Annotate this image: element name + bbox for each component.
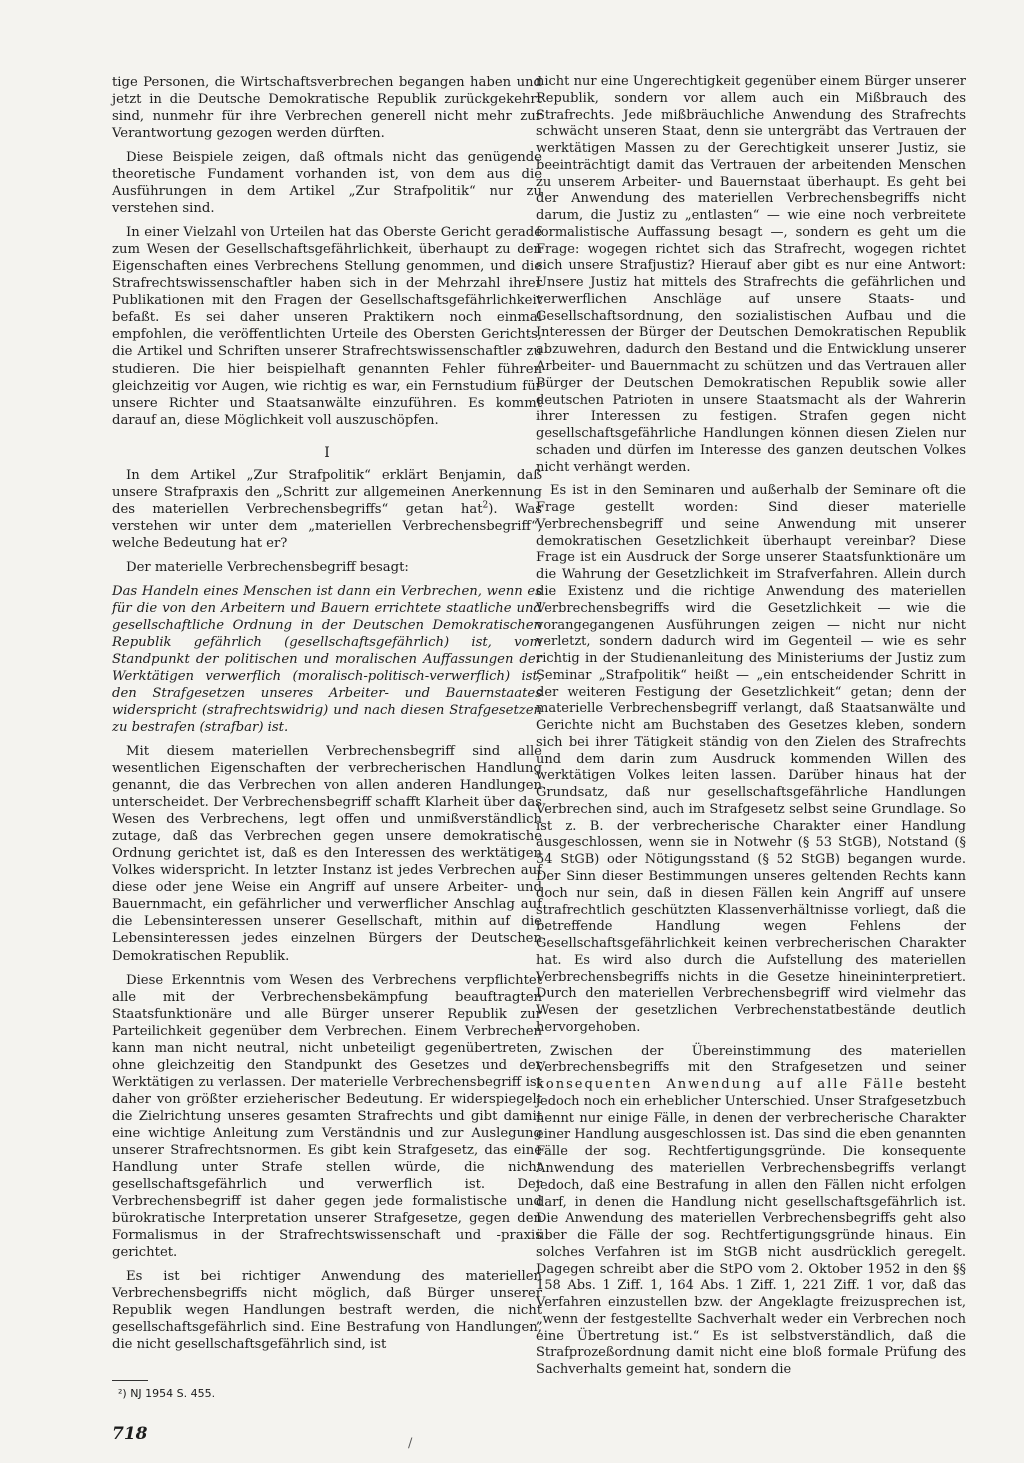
- paragraph: [112, 467, 542, 552]
- paragraph: Der materielle Verbrechensbegriff besagt:: [126, 559, 409, 575]
- footnote-ref: 2: [482, 500, 489, 511]
- paragraph-text: ). Was verstehen wir unter dem „materiellen Verbrechensbegriff“, welche Bedeutung hat er?: [112, 501, 542, 551]
- stray-mark: /: [408, 1436, 413, 1451]
- paragraph: Es ist in den Seminaren und außerhalb der Seminare oft die Frage gestellt worden: Sind dieser materielle Verbrechensbegriff und seine Anwendung mit unserer demokratischen Gesetzlichkeit überhaupt vereinbar? Diese Frage ist ein Ausdruck der Sorge unserer Staatsfunktionäre um die Wahrung der Gesetzlichkeit im Strafverfahren. Allein durch die Existenz und die richtige Anwendung des materiellen Verbrechensbegriffs wird die Gesetzlichkeit — wie die vorangegangenen Ausführungen zeigen — nicht nur nicht verletzt, sondern dadurch wird im Gegenteil — wie es sehr richtig in der Studienanleitung des Ministeriums der Justiz zum Seminar „Strafpolitik“ heißt — „ein entscheidender Schritt in der weiteren Festigung der Gesetzlichkeit“ getan; denn der materielle Verbrechensbegriff verlangt, daß Staatsanwälte und Gerichte nicht am Buchstaben des Gesetzes kleben, sondern sich bei ihrer Tätigkeit ständig von den Zielen des Strafrechts und dem darin zum Ausdruck kommenden Willen des werktätigen Volkes leiten lassen. Darüber hinaus hat der Grundsatz, daß nur gesellschaftsgefährliche Handlungen Verbrechen sind, auch im Strafgesetz selbst seine Grundlage. So ist z. B. der verbrecherische Charakter einer Handlung ausgeschlossen, wenn sie in Notwehr (§ 53 StGB), Notstand (§ 54 StGB) oder Nötigungsstand (§ 52 StGB) begangen wurde. Der Sinn dieser Bestimmungen unseres geltenden Rechts kann doch nur sein, daß in diesen Fällen kein Angriff auf unsere strafrechtlich geschützten Klassenverhältnisse vorliegt, daß die betreffende Handlung wegen Fehlens der Gesellschaftsgefährlichkeit keinen verbrecherischen Charakter hat. Es wird also durch die Aufstellung des materiellen Verbrechensbegriffs nichts in die Gesetze hineininterpretiert. Durch den materiellen Verbrechensbegriff wird vielmehr das Wesen der gesetzlichen Verbrechenstatbestände deutlich hervorgehoben.: [536, 483, 966, 1035]
- paragraph: Mit diesem materiellen Verbrechensbegriff sind alle wesentlichen Eigenschaften der verbrecherischen Handlung genannt, die das Verbrechen von allen anderen Handlungen unterscheidet. Der Verbrechensbegriff schafft Klarheit über das Wesen des Verbrechens, legt offen und unmißverständlich zutage, daß das Verbrechen gegen unsere demokratische Ordnung gerichtet ist, daß es den Interessen des werktätigen Volkes widerspricht. In letzter Instanz ist jedes Verbrechen auf diese oder jene Weise ein Angriff auf unsere Arbeiter- und Bauernmacht, ein gefährlicher und verwerflicher Anschlag auf die Lebensinteressen unserer Gesellschaft, mithin auf die Lebensinteressen jedes einzelnen Bürgers der Deutschen Demokratischen Republik.: [112, 744, 542, 964]
- emphasis-spaced: konsequenten Anwendung auf alle Fälle: [536, 1077, 905, 1093]
- paragraph: tige Personen, die Wirtschaftsverbrechen begangen haben und jetzt in die Deutsche Demokratische Republik zurückgekehrt sind, nunmehr für ihre Verbrechen generell nicht mehr zur Verantwortung gezogen werden dürften.: [112, 75, 542, 142]
- paragraph: Es ist bei richtiger Anwendung des materiellen Verbrechensbegriffs nicht möglich, daß Bürger unserer Republik wegen Handlungen bestraft werden, die nicht gesellschaftsgefährlich sind. Eine Bestrafung von Handlungen, die nicht gesellschaftsgefährlich sind, ist: [112, 1269, 542, 1353]
- paragraph: Diese Beispiele zeigen, daß oftmals nicht das genügende theoretische Fundament vorhanden ist, von dem aus die Ausführungen in dem Artikel „Zur Strafpolitik“ nur zu verstehen sind.: [112, 150, 542, 217]
- left-column: [112, 74, 542, 1360]
- definition-italic: Das Handeln eines Menschen ist dann ein Verbrechen, wenn es für die von den Arbeitern und Bauern errichtete staatliche und gesellschaftliche Ordnung in der Deutschen Demokratischen Republik gefährlich (gesellschaftsgefährlich) ist, vom Standpunkt der politischen und moralischen Auffassungen der Werktätigen verwerflich (moralisch-politisch-verwerflich) ist, den Strafgesetzen unseres Arbeiter- und Bauernstaates widerspricht (strafrechtswidrig) und nach diesen Strafgesetzen zu bestrafen (strafbar) ist.: [112, 583, 542, 736]
- paragraph: Diese Erkenntnis vom Wesen des Verbrechens verpflichtet alle mit der Verbrechensbekämpfung beauftragten Staatsfunktionäre und alle Bürger unserer Republik zur Parteilichkeit gegenüber dem Verbrechen. Einem Verbrechen kann man nicht neutral, nicht unbeteiligt gegenübertreten, ohne gleichzeitig den Standpunkt des Gesetzes und der Werktätigen zu verlassen. Der materielle Verbrechensbegriff ist daher von größter erzieherischer Bedeutung. Er widerspiegelt die Zielrichtung unseres gesamten Strafrechts und gibt damit eine wichtige Anleitung zum Verständnis und zur Auslegung unserer Strafrechtsnormen. Es gibt kein Strafgesetz, das eine Handlung unter Strafe stellen würde, die nicht gesellschaftsgefährlich und verwerflich ist. Der Verbrechensbegriff ist daher gegen jede formalistische und bürokratische Interpretation unserer Strafgesetze, gegen den Formalismus in der Strafrechtswissenschaft und -praxis gerichtet.: [112, 972, 542, 1261]
- paragraph-text: In dem Artikel „Zur Strafpolitik“ erklärt Benjamin, daß unsere Strafpraxis den „Schritt zur allgemeinen Anerkennung des materiellen Verbrechensbegriffs“ getan hat: [112, 467, 542, 517]
- paragraph-text: besteht jedoch noch ein erheblicher Unterschied. Unser Strafgesetzbuch nennt nur einige Fälle, in denen der verbrecherische Charakter einer Handlung ausgeschlossen ist. Das sind die eben genannten Fälle der sog. Rechtfertigungsgründe. Die konsequente Anwendung des materiellen Verbrechensbegriffs verlangt jedoch, daß eine Bestrafung in allen den Fällen nicht erfolgen darf, in denen die Handlung nicht gesellschaftsgefährlich ist. Die Anwendung des materiellen Verbrechensbegriffs geht also über die Fälle der sog. Rechtfertigungsgründe hinaus. Ein solches Verfahren ist im StGB nicht ausdrücklich geregelt. Dagegen schreibt aber die StPO vom 2. Oktober 1952 in den §§ 158 Abs. 1 Ziff. 1, 164 Abs. 1 Ziff. 1, 221 Ziff. 1 vor, daß das Verfahren einzustellen bzw. der Angeklagte freizusprechen ist, „wenn der festgestellte Sachverhalt weder ein Verbrechen noch eine Übertretung ist.“ Es ist selbstverständlich, daß die Strafprozeßordnung damit nicht eine bloß formale Prüfung des Sachverhalts gemeint hat, sondern die: [536, 1077, 966, 1378]
- section-heading: I: [324, 444, 330, 461]
- paragraph-text: Zwischen der Übereinstimmung des materiellen Verbrechensbegriffs mit den Strafgesetzen und seiner: [536, 1043, 966, 1076]
- page-number: 718: [112, 1424, 148, 1444]
- footnote: ²) NJ 1954 S. 455.: [118, 1387, 216, 1400]
- paragraph: In einer Vielzahl von Urteilen hat das Oberste Gericht gerade zum Wesen der Gesellschaftsgefährlichkeit, überhaupt zu den Eigenschaften eines Verbrechens Stellung genommen, und die Strafrechtswissenschaftler haben sich in der Mehrzahl ihrer Publikationen mit den Fragen der Gesellschaftsgefährlichkeit befaßt. Es sei daher unseren Praktikern noch einmal empfohlen, die veröffentlichten Urteile des Obersten Gerichts, die Artikel und Schriften unserer Strafrechtswissenschaftler zu studieren. Die hier beispielhaft genannten Fehler führen gleichzeitig vor Augen, wie richtig es war, ein Fernstudium für unsere Richter und Staatsanwälte einzuführen. Es kommt darauf an, diese Möglichkeit voll auszuschöpfen.: [112, 225, 542, 428]
- footnote-divider: [112, 1380, 148, 1381]
- right-column: [536, 74, 966, 1386]
- paragraph: nicht nur eine Ungerechtigkeit gegenüber einem Bürger unserer Republik, sondern vor allem auch ein Mißbrauch des Strafrechts. Jede mißbräuchliche Anwendung des Strafrechts schwächt unseren Staat, denn sie untergräbt das Vertrauen der werktätigen Massen zu der Gerechtigkeit unserer Justiz, sie beeinträchtigt damit das Vertrauen der arbeitenden Menschen zu unserem Arbeiter- und Bauernstaat überhaupt. Es geht bei der Anwendung des materiellen Verbrechensbegriffs nicht darum, die Justiz zu „entlasten“ — wie eine noch verbreitete formalistische Auffassung besagt —, sondern es geht um die Frage: wogegen richtet sich das Strafrecht, wogegen richtet sich unsere Strafjustiz? Hierauf aber gibt es nur eine Antwort: Unsere Justiz hat mittels des Strafrechts die gefährlichen und verwerflichen Anschläge auf unsere Staats- und Gesellschaftsordnung, den sozialistischen Aufbau und die Interessen der Bürger der Deutschen Demokratischen Republik abzuwehren, dadurch den Bestand und die Entwicklung unserer Arbeiter- und Bauernmacht zu schützen und das Vertrauen aller Bürger der Deutschen Demokratischen Republik sowie aller deutschen Patrioten in unsere Staatsmacht als der Wahrerin ihrer Interessen zu festigen. Strafen gegen nicht gesellschaftsgefährliche Handlungen können diesen Zielen nur schaden und dürfen im Interesse des ganzen deutschen Volkes nicht verhängt werden.: [536, 74, 966, 475]
- paragraph: [536, 1044, 966, 1379]
